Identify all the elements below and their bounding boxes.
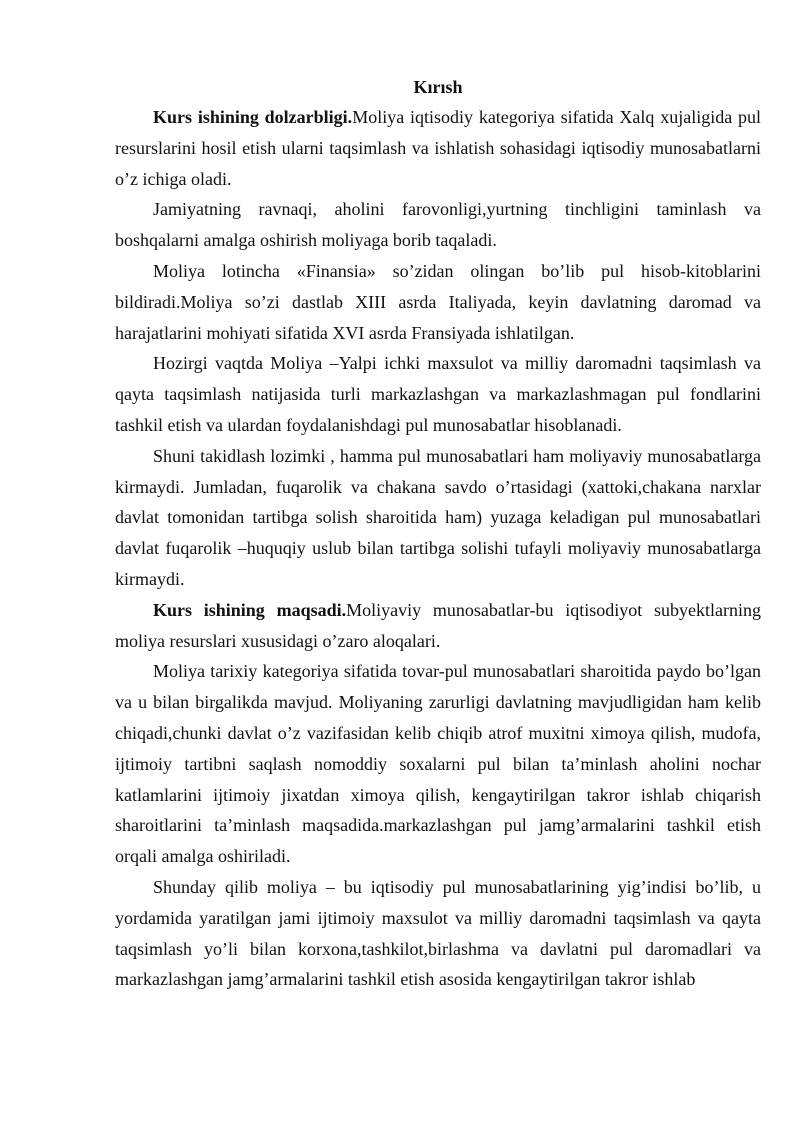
paragraph-7-text: Moliya tarixiy kategoriya sifatida tovar-pul munosabatlari sharoitida paydo bo’lgan va u bilan birgalikda mavjud. Moliyaning zarurligi davlatning mavjudligidan ham kelib chiqadi,chunki davlat o’z vazifasidan kelib chiqib atrof muxitni ximoya qilish, mudofa, ijtimoiy tartibni saqlash nomoddiy soxalarni pul bilan ta’minlash aholini nochar katlamlarini ijtimoiy jixatdan ximoya qilish, kengaytirilgan takror ishlab chiqarish sharoitlarini ta’minlash maqsadida.markazlashgan pul jamg’armalarini tashkil etish orqali amalga oshiriladi. <box>115 661 761 867</box>
paragraph-7 <box>115 656 761 872</box>
paragraph-8-text: Shunday qilib moliya – bu iqtisodiy pul munosabatlarining yig’indisi bo’lib, u yordamida yaratilgan jami ijtimoiy maxsulot va milliy daromadni taqsimlash va qayta taqsimlash yo’li bilan korxona,tashkilot,birlashma va davlatni pul daromadlari va markazlashgan jamg’armalarini tashkil etish asosida kengaytirilgan takror ishlab <box>115 876 761 990</box>
page-title: Kırısh <box>413 77 463 97</box>
paragraph-2 <box>115 194 761 256</box>
paragraph-1-text: Moliya iqtisodiy kategoriya sifatida Xalq xujaligida pul resurslarini hosil etish ularni taqsimlash va ishlatish sohasidagi iqtisodiy munosabatlarni o’z ichiga oladi. <box>115 107 761 189</box>
paragraph-6-text: Moliyaviy munosabatlar-bu iqtisodiyot subyektlarning moliya resurslari xususidagi o’zaro aloqalari. <box>115 599 761 651</box>
paragraph-3 <box>115 256 761 348</box>
document-page <box>115 72 761 995</box>
paragraph-5 <box>115 441 761 595</box>
paragraph-3-text: Moliya lotincha «Finansia» so’zidan olingan bo’lib pul hisob-kitoblarini bildiradi.Moliya so’zi dastlab XIII asrda Italiyada, keyin davlatning daromad va harajatlarini mohiyati sifatida XVI asrda Fransiyada ishlatilgan. <box>115 260 761 343</box>
paragraph-2-text: Jamiyatning ravnaqi, aholini farovonligi,yurtning tinchligini taminlash va boshqalarni amalga oshirish moliyaga borib taqaladi. <box>115 199 761 251</box>
paragraph-1-lead: Kurs ishining dolzarbligi. <box>153 107 353 127</box>
paragraph-4 <box>115 348 761 440</box>
paragraph-8 <box>115 872 761 995</box>
paragraph-6 <box>115 595 761 657</box>
paragraph-4-text: Hozirgi vaqtda Moliya –Yalpi ichki maxsulot va milliy daromadni taqsimlash va qayta taqsimlash natijasida turli markazlashgan va markazlashmagan pul fondlarini tashkil etish va ulardan foydalanishdagi pul munosabatlar hisoblanadi. <box>115 353 761 435</box>
paragraph-1 <box>115 102 761 194</box>
paragraph-6-lead: Kurs ishining maqsadi. <box>153 599 347 620</box>
paragraph-5-text: Shuni takidlash lozimki , hamma pul munosabatlari ham moliyaviy munosabatlarga kirmaydi. Jumladan, fuqarolik va chakana savdo o’rtasidagi (xattoki,chakana narxlar davlat tomonidan tartibga solish sharoitida ham) yuzaga keladigan pul munosabatlari davlat fuqarolik –huquqiy uslub bilan tartibga solishi tufayli moliyaviy munosabatlarga kirmaydi. <box>115 445 761 589</box>
